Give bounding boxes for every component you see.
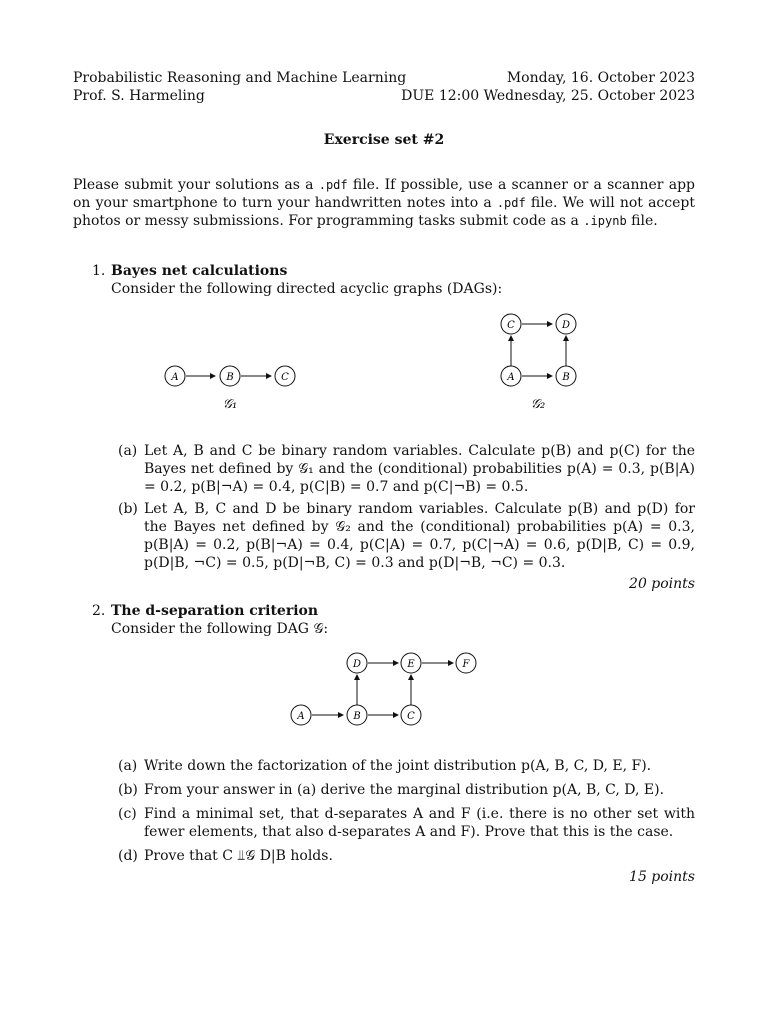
node-d	[347, 653, 367, 673]
course-name: Probabilistic Reasoning and Machine Learning	[73, 70, 407, 86]
problem-1b-text: Let A, B, C and D be binary random variables. Calculate p(B) and p(D) for the Bayes net defined by 𝒢₂ and the (conditional) probabilities p(A) = 0.3, p(B|A) = 0.2, p(B|¬A) = 0.4, p(C|A) = 0.7, p(C|¬A) = 0.6, p(D|B, C) = 0.9, p(D|B, ¬C) = 0.5, p(D|¬B, C) = 0.3 and p(D|¬B, ¬C) = 0.3.	[144, 501, 695, 571]
problem-2-title: The d-separation criterion	[111, 603, 319, 619]
node-b	[347, 705, 367, 725]
svg-text:B: B	[226, 372, 234, 383]
node-c	[401, 705, 421, 725]
intro-text-1: Please submit your solutions as a	[73, 177, 319, 193]
node-d	[556, 314, 576, 334]
problem-2a-label: (a)	[118, 758, 138, 774]
problem-1a-text: Let A, B and C be binary random variables. Calculate p(B) and p(C) for the Bayes net defined by 𝒢₁ and the (conditional) probabilities p(A) = 0.3, p(B|A) = 0.2, p(B|¬A) = 0.4, p(C|B) = 0.7 and p(C|¬B) = 0.5.	[144, 443, 695, 495]
svg-text:C: C	[407, 711, 415, 722]
problem-2-lead: Consider the following DAG 𝒢:	[111, 621, 329, 637]
svg-text:D: D	[561, 320, 571, 331]
svg-text:B: B	[353, 711, 361, 722]
problem-1b-label: (b)	[118, 501, 138, 517]
node-b	[556, 366, 576, 386]
graph-g1-label: 𝒢₁	[222, 397, 238, 412]
graph-g2-label: 𝒢₂	[530, 397, 546, 412]
professor: Prof. S. Harmeling	[73, 88, 205, 104]
header-line-2	[73, 87, 695, 105]
intro-code-ipynb: .ipynb	[583, 214, 627, 228]
svg-text:A: A	[297, 711, 305, 722]
problem-2c-text: Find a minimal set, that d-separates A and F (i.e. there is no other set with fewer elements, that also d-separates A and F). Prove that this is the case.	[144, 806, 695, 840]
node-e	[401, 653, 421, 673]
intro-text-4: file.	[626, 213, 658, 229]
problem-2b-text: From your answer in (a) derive the marginal distribution p(A, B, C, D, E).	[144, 782, 665, 798]
problem-2d-label: (d)	[118, 848, 138, 864]
problem-1-title: Bayes net calculations	[111, 263, 288, 279]
node-f	[456, 653, 476, 673]
due-date: DUE 12:00 Wednesday, 25. October 2023	[401, 88, 695, 104]
problem-1-points: 20 points	[629, 576, 695, 592]
problem-2c-label: (c)	[118, 806, 137, 822]
intro-code-pdf: .pdf	[318, 178, 348, 192]
intro-text-2: file. If possible, use a scanner or a scanner app on your smartphone to turn your handwritten notes into a	[73, 177, 695, 211]
problem-2-number: 2.	[92, 603, 106, 619]
page-title: Exercise set #2	[323, 132, 445, 148]
node-a	[165, 366, 185, 386]
problem-2d-text: Prove that C ⫫𝒢 D|B holds.	[144, 848, 333, 864]
issue-date: Monday, 16. October 2023	[506, 70, 695, 86]
graph-g2	[490, 310, 590, 420]
svg-text:C: C	[507, 320, 515, 331]
problem-1-lead: Consider the following directed acyclic graphs (DAGs):	[111, 281, 503, 297]
node-b	[220, 366, 240, 386]
problem-1a-label: (a)	[118, 443, 138, 459]
node-c	[501, 314, 521, 334]
node-a	[291, 705, 311, 725]
svg-text:B: B	[562, 372, 570, 383]
svg-text:A: A	[171, 372, 179, 383]
problem-1-number: 1.	[92, 263, 106, 279]
header	[73, 69, 695, 87]
graph-g1	[150, 350, 320, 420]
intro-paragraph	[73, 176, 695, 230]
svg-text:C: C	[281, 372, 289, 383]
problem-2b-label: (b)	[118, 782, 138, 798]
problem-2-points: 15 points	[629, 869, 695, 885]
problem-2a-text: Write down the factorization of the joint distribution p(A, B, C, D, E, F).	[144, 758, 652, 774]
svg-text:F: F	[462, 659, 470, 670]
svg-text:E: E	[407, 659, 415, 670]
svg-text:D: D	[352, 659, 362, 670]
intro-text-3: file. We will not accept photos or messy submissions. For programming tasks submit code as a	[73, 195, 695, 229]
svg-text:A: A	[507, 372, 515, 383]
node-a	[501, 366, 521, 386]
graph-g	[280, 648, 490, 733]
intro-code-pdf-2: .pdf	[496, 196, 526, 210]
node-c	[275, 366, 295, 386]
